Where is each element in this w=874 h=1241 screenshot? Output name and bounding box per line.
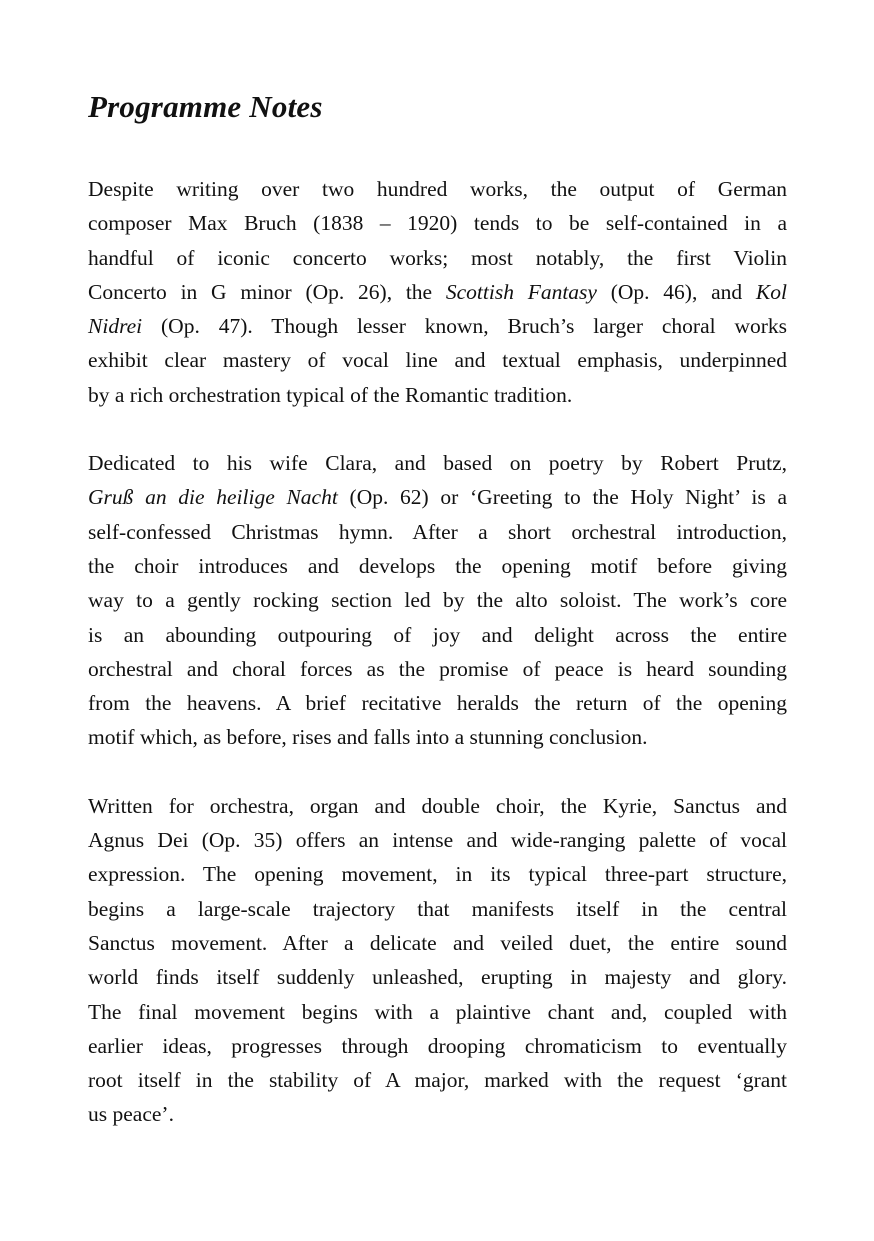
text-line	[88, 1063, 787, 1097]
page-title: Programme Notes	[88, 89, 323, 124]
text-run: motif which, as before, rises and falls into a stunning conclusion.	[88, 725, 648, 750]
text-run: composer Max Bruch (1838 – 1920) tends to be self-contained in a	[88, 211, 787, 236]
text-run: way to a gently rocking section led by the alto soloist. The work’s core	[88, 588, 787, 613]
text-line	[88, 892, 787, 926]
text-run: (Op. 46), and	[596, 279, 756, 304]
text-line	[88, 995, 787, 1029]
text-line	[88, 480, 787, 514]
text-run: Written for orchestra, organ and double choir, the Kyrie, Sanctus and	[88, 793, 787, 818]
text-line	[88, 823, 787, 857]
italic-work-title: Kol	[755, 279, 787, 304]
text-run: from the heavens. A brief recitative heralds the return of the opening	[88, 691, 787, 716]
text-run: world finds itself suddenly unleashed, erupting in majesty and glory.	[88, 965, 787, 990]
text-run: Despite writing over two hundred works, the output of German	[88, 177, 787, 201]
text-line	[88, 275, 787, 309]
text-line	[88, 309, 787, 343]
text-line	[88, 378, 787, 412]
text-run: Agnus Dei (Op. 35) offers an intense and wide-ranging palette of vocal	[88, 828, 787, 853]
text-line	[88, 515, 787, 549]
text-line	[88, 618, 787, 652]
text-line	[88, 583, 787, 617]
text-line	[88, 1029, 787, 1063]
paragraph-bruch-intro	[88, 172, 787, 412]
italic-work-title: Scottish Fantasy	[445, 279, 597, 304]
text-run: exhibit clear mastery of vocal line and textual emphasis, underpinned	[88, 348, 787, 373]
text-run: (Op. 47). Though lesser known, Bruch’s larger choral works	[142, 314, 787, 339]
text-run: earlier ideas, progresses through drooping chromaticism to eventually	[88, 1033, 787, 1058]
text-run: begins a large-scale trajectory that manifests itself in the central	[88, 896, 787, 921]
text-run: us peace’.	[88, 1102, 174, 1127]
text-line	[88, 241, 787, 275]
text-line	[88, 720, 787, 754]
text-run: handful of iconic concerto works; most notably, the first Violin	[88, 245, 787, 270]
text-line	[88, 926, 787, 960]
text-line	[88, 446, 787, 480]
text-run: is an abounding outpouring of joy and delight across the entire	[88, 622, 787, 647]
paragraph-kyrie-sanctus-agnus-dei	[88, 789, 787, 1132]
text-run: Concerto in G minor (Op. 26), the	[88, 279, 446, 304]
text-line	[88, 206, 787, 240]
text-line	[88, 857, 787, 891]
text-run: by a rich orchestration typical of the Romantic tradition.	[88, 382, 573, 407]
text-run: expression. The opening movement, in its typical three-part structure,	[88, 862, 787, 887]
text-run: the choir introduces and develops the opening motif before giving	[88, 553, 787, 578]
text-line	[88, 960, 787, 994]
paragraph-gruss-an-die-heilige-nacht	[88, 446, 787, 755]
programme-notes-page	[88, 86, 787, 1132]
text-run: root itself in the stability of A major, marked with the request ‘grant	[88, 1068, 787, 1093]
text-line	[88, 1097, 787, 1131]
text-run: Dedicated to his wife Clara, and based on poetry by Robert Prutz,	[88, 451, 787, 476]
text-run: The final movement begins with a plaintive chant and, coupled with	[88, 999, 787, 1024]
text-line	[88, 686, 787, 720]
text-line	[88, 343, 787, 377]
text-line	[88, 652, 787, 686]
text-line	[88, 172, 787, 206]
text-line	[88, 549, 787, 583]
italic-work-title: Gruß an die heilige Nacht	[88, 485, 338, 510]
italic-work-title: Nidrei	[88, 314, 143, 339]
text-run: Sanctus movement. After a delicate and veiled duet, the entire sound	[88, 930, 787, 955]
text-line	[88, 789, 787, 823]
text-run: (Op. 62) or ‘Greeting to the Holy Night’ is a	[337, 485, 787, 510]
text-run: orchestral and choral forces as the promise of peace is heard sounding	[88, 656, 787, 681]
text-run: self-confessed Christmas hymn. After a short orchestral introduction,	[88, 519, 787, 544]
